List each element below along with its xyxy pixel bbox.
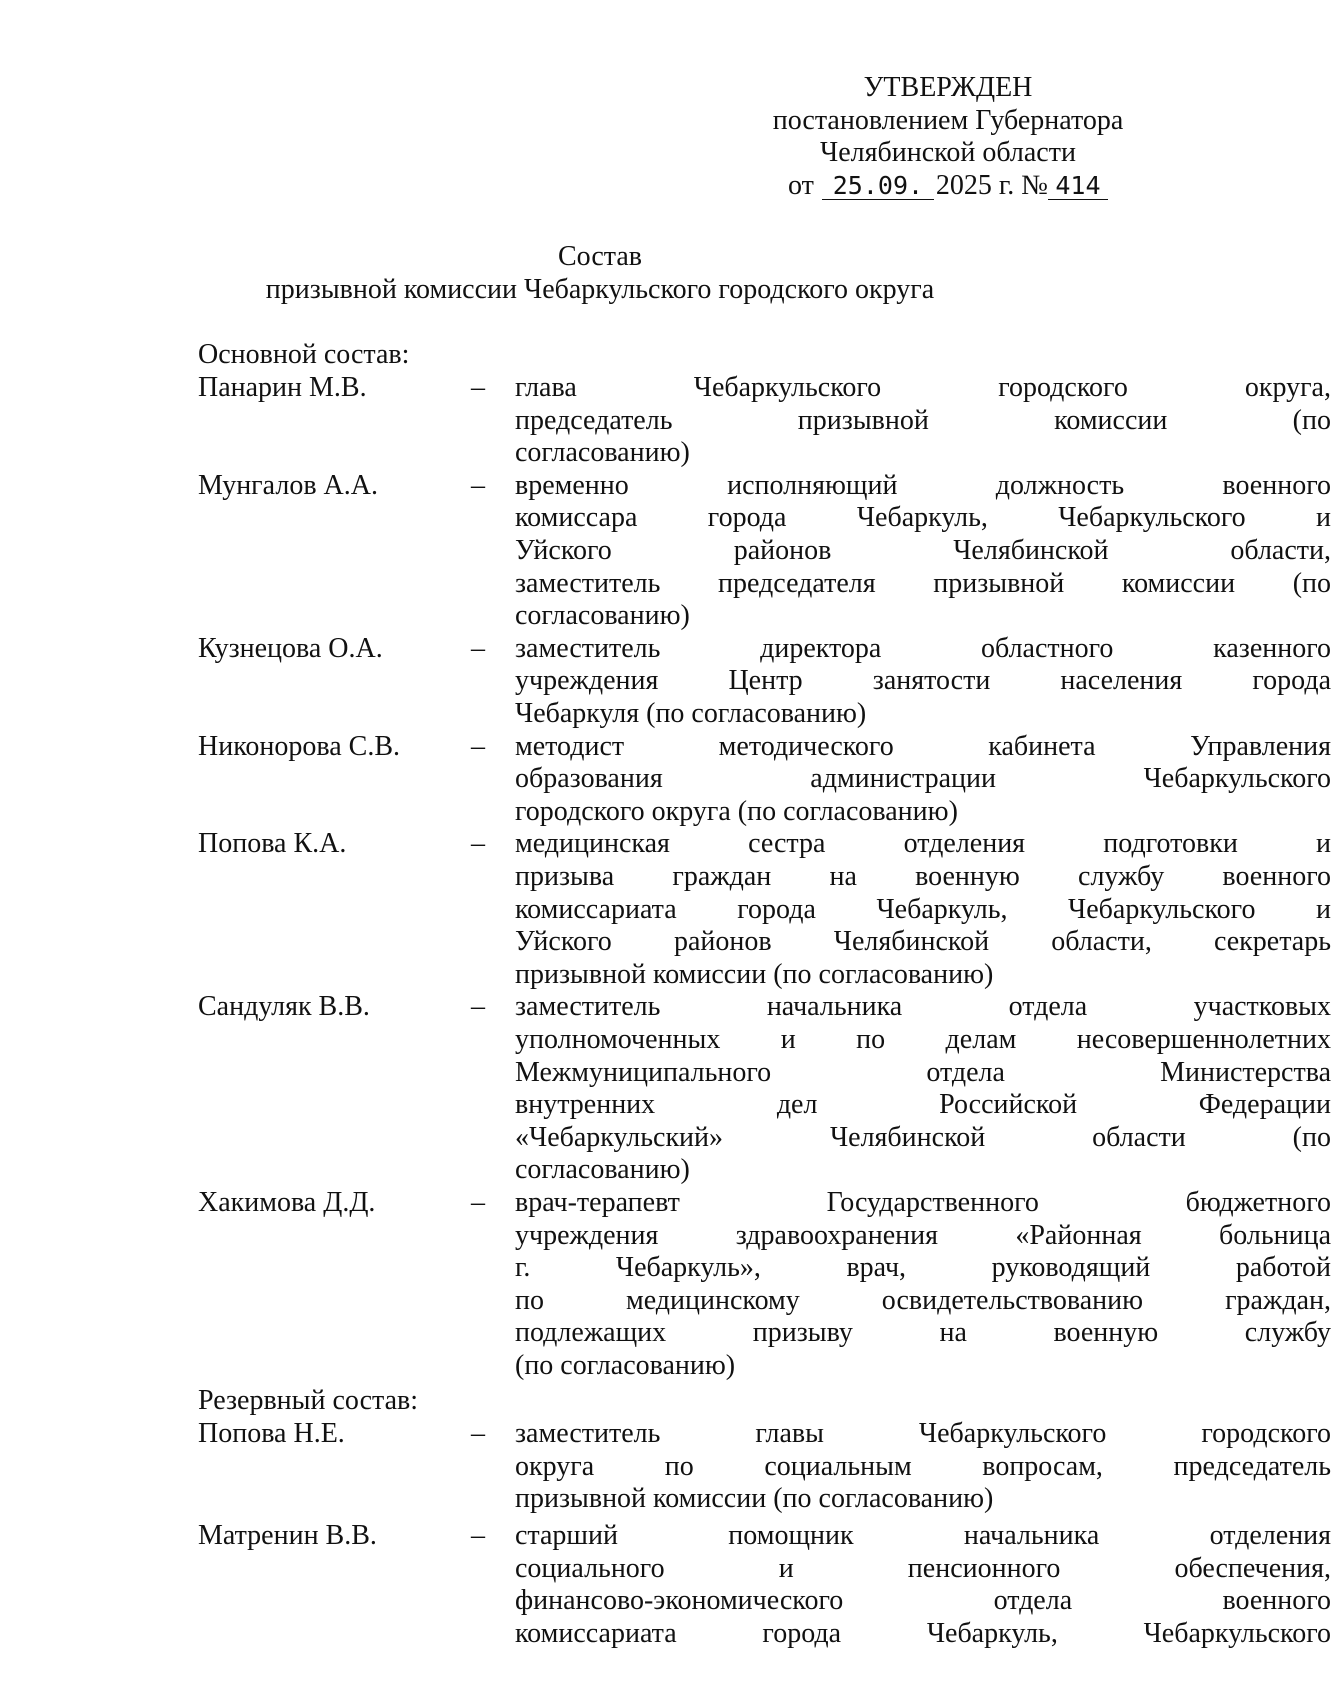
- position-line: комиссариата города Чебаркуль, Чебаркульского: [515, 1617, 1331, 1649]
- member-dash: –: [471, 372, 485, 403]
- member-name: Хакимова Д.Д.: [198, 1187, 376, 1218]
- approval-year: 2025 г. №: [935, 169, 1048, 201]
- member-position: [515, 1520, 1331, 1650]
- member-name: Мунгалов А.А.: [198, 469, 378, 501]
- member-position: [515, 1418, 1331, 1516]
- title-line-2: призывной комиссии Чебаркульского городского округа: [265, 273, 935, 305]
- member-position: [515, 731, 1331, 829]
- member-dash: –: [471, 1520, 485, 1551]
- position-line: учреждения здравоохранения «Районная больница: [515, 1219, 1331, 1251]
- position-line: г. Чебаркуль», врач, руководящий работой: [515, 1252, 1331, 1284]
- position-line: заместитель председателя призывной комиссии (по: [515, 567, 1331, 599]
- member-position: [515, 633, 1331, 731]
- approval-decree-line: постановлением Губернатора: [772, 104, 1124, 136]
- position-line: Чебаркуля (по согласованию): [515, 697, 867, 729]
- position-line: по медицинскому освидетельствованию граждан,: [515, 1284, 1331, 1316]
- approval-date-line: [758, 170, 1138, 203]
- approval-heading: УТВЕРЖДЕН: [863, 72, 1033, 103]
- member-dash: –: [471, 632, 485, 664]
- position-line: внутренних дел Российской Федерации: [515, 1089, 1331, 1121]
- member-name: Панарин М.В.: [198, 372, 367, 403]
- position-line: учреждения Центр занятости населения города: [515, 665, 1331, 697]
- member-dash: –: [471, 991, 485, 1023]
- position-line: заместитель главы Чебаркульского городского: [515, 1418, 1331, 1450]
- member-position: [515, 991, 1331, 1187]
- main-composition-label: Основной состав:: [198, 339, 410, 370]
- approval-stamp: [758, 72, 1138, 202]
- approval-prefix: от: [788, 169, 814, 201]
- position-line: округа по социальным вопросам, председатель: [515, 1450, 1331, 1482]
- position-line: социального и пенсионного обеспечения,: [515, 1552, 1331, 1584]
- member-name: Сандуляк В.В.: [198, 991, 370, 1023]
- position-line: согласованию): [515, 1154, 690, 1186]
- member-dash: –: [471, 730, 485, 762]
- member-name: Кузнецова О.А.: [198, 632, 383, 664]
- document-title: [0, 241, 1200, 306]
- approval-number: 414: [1048, 173, 1108, 200]
- approval-date: 25.09.: [822, 173, 934, 200]
- position-line: старший помощник начальника отделения: [515, 1520, 1331, 1551]
- position-line: подлежащих призыву на военную службу: [515, 1317, 1331, 1349]
- position-line: временно исполняющий должность военного: [515, 469, 1331, 501]
- member-name: Никонорова С.В.: [198, 730, 401, 762]
- member-position: [515, 372, 1331, 470]
- position-line: городского округа (по согласованию): [515, 795, 958, 827]
- position-line: Уйского районов Челябинской области, секретарь: [515, 926, 1331, 958]
- position-line: Уйского районов Челябинской области,: [515, 534, 1331, 566]
- member-dash: –: [471, 1418, 485, 1450]
- position-line: призывной комиссии (по согласованию): [515, 958, 994, 990]
- position-line: Межмуниципального отдела Министерства: [515, 1056, 1331, 1088]
- position-line: заместитель начальника отдела участковых: [515, 991, 1331, 1023]
- position-line: комиссара города Чебаркуль, Чебаркульского и: [515, 502, 1331, 534]
- position-line: согласованию): [515, 600, 690, 632]
- position-line: медицинская сестра отделения подготовки и: [515, 828, 1331, 860]
- member-name: Попова К.А.: [198, 828, 347, 860]
- member-position: [515, 470, 1331, 633]
- position-line: призывной комиссии (по согласованию): [515, 1483, 994, 1515]
- member-dash: –: [471, 1187, 485, 1218]
- position-line: методист методического кабинета Управления: [515, 730, 1331, 762]
- approval-region-line: Челябинской области: [820, 137, 1076, 169]
- reserve-composition-label: Резервный состав:: [198, 1384, 419, 1416]
- title-line-1: Состав: [557, 241, 643, 272]
- member-name: Матренин В.В.: [198, 1520, 377, 1551]
- position-line: «Чебаркульский» Челябинской области (по: [515, 1121, 1331, 1153]
- position-line: образования администрации Чебаркульского: [515, 763, 1331, 795]
- position-line: согласованию): [515, 437, 690, 469]
- position-line: комиссариата города Чебаркуль, Чебаркульского и: [515, 893, 1331, 925]
- position-line: заместитель директора областного казенного: [515, 632, 1331, 664]
- member-dash: –: [471, 828, 485, 860]
- position-line: призыва граждан на военную службу военного: [515, 860, 1331, 892]
- member-position: [515, 1187, 1331, 1383]
- position-line: врач-терапевт Государственного бюджетного: [515, 1187, 1331, 1218]
- position-line: уполномоченных и по делам несовершеннолетних: [515, 1023, 1331, 1055]
- position-line: председатель призывной комиссии (по: [515, 404, 1331, 436]
- member-position: [515, 828, 1331, 991]
- position-line: финансово-экономического отдела военного: [515, 1585, 1331, 1617]
- member-dash: –: [471, 469, 485, 501]
- member-name: Попова Н.Е.: [198, 1418, 345, 1450]
- position-line: (по согласованию): [515, 1349, 736, 1381]
- position-line: глава Чебаркульского городского округа,: [515, 372, 1331, 403]
